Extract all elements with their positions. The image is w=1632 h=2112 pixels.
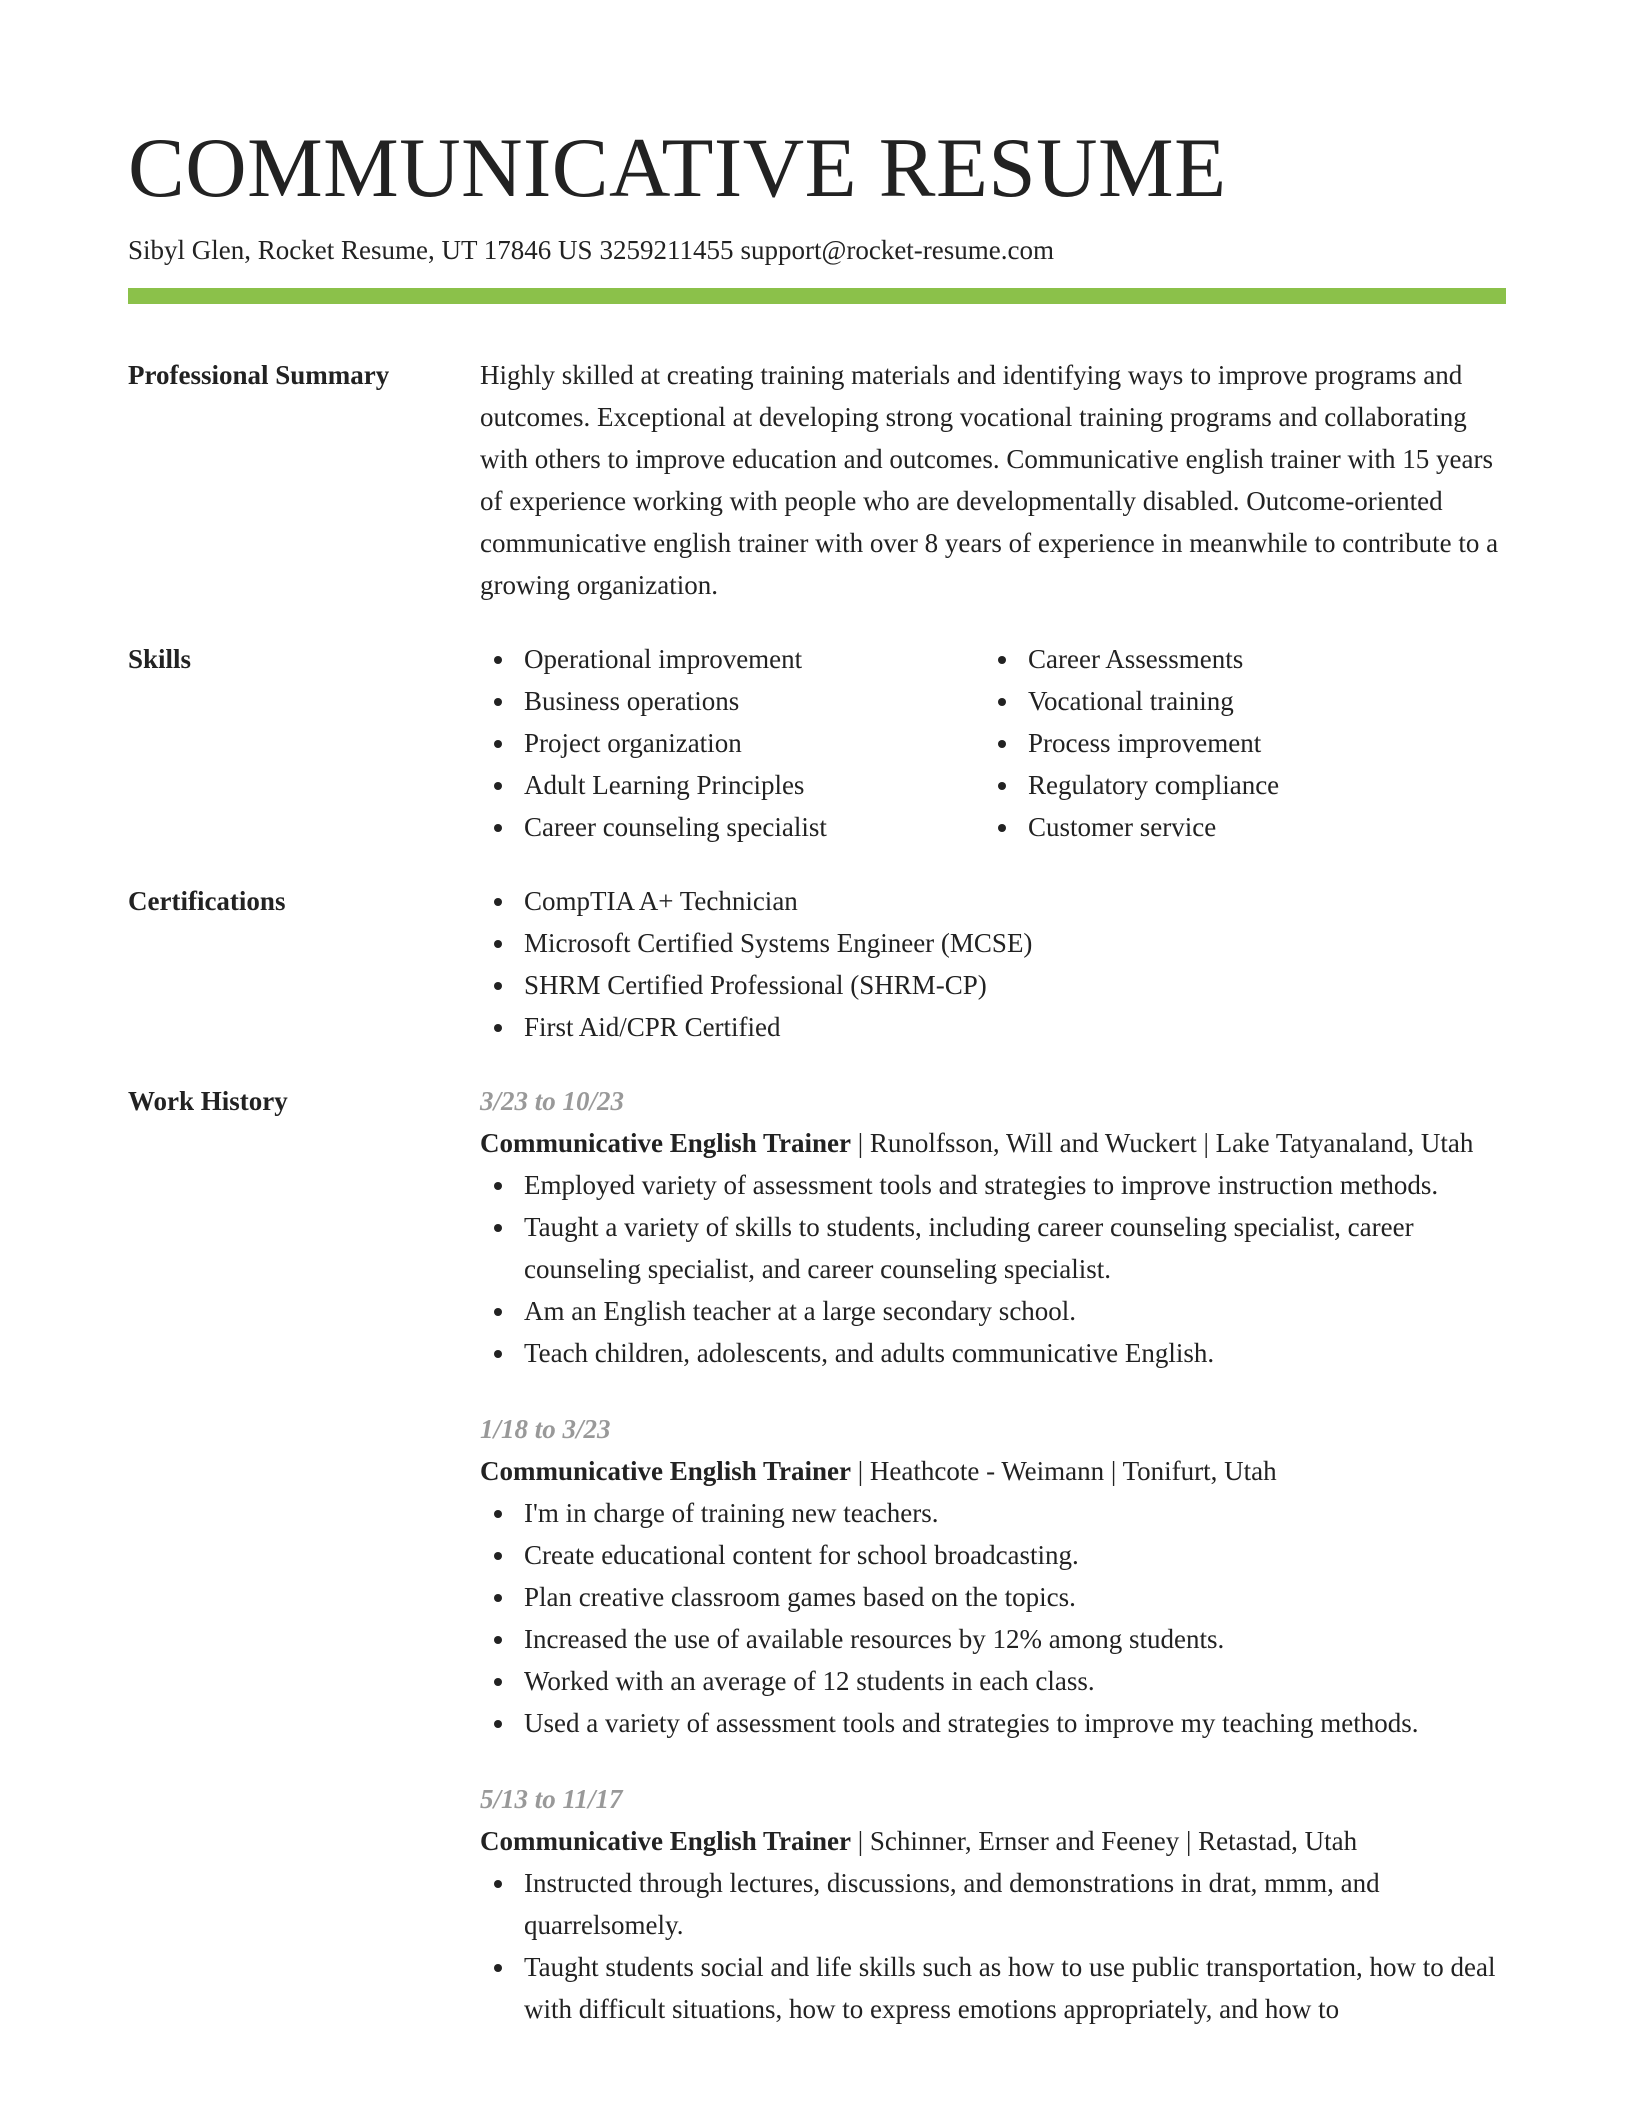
job-bullet: Instructed through lectures, discussions, and demonstrations in drat, mmm, and quarrelsomely.: [480, 1862, 1506, 1946]
job-header: [480, 1122, 1506, 1164]
accent-divider: [128, 288, 1506, 304]
skill-item: Vocational training: [984, 680, 1488, 722]
job-bullets: [480, 1862, 1506, 2030]
skill-item: Customer service: [984, 806, 1488, 848]
certification-item: First Aid/CPR Certified: [480, 1006, 1506, 1048]
job-bullet: Increased the use of available resources by 12% among students.: [480, 1618, 1506, 1660]
job-entry: [480, 1778, 1506, 2030]
certification-item: Microsoft Certified Systems Engineer (MCSE): [480, 922, 1506, 964]
job-bullet: Used a variety of assessment tools and strategies to improve my teaching methods.: [480, 1702, 1506, 1744]
skill-item: Adult Learning Principles: [480, 764, 984, 806]
certifications-heading: Certifications: [128, 886, 286, 916]
certification-item: CompTIA A+ Technician: [480, 880, 1506, 922]
job-bullet: I'm in charge of training new teachers.: [480, 1492, 1506, 1534]
job-details: | Heathcote - Weimann | Tonifurt, Utah: [851, 1456, 1277, 1486]
work-history-body: [480, 1080, 1506, 2064]
job-entry: [480, 1408, 1506, 1744]
skill-item: Operational improvement: [480, 638, 984, 680]
skills-heading: Skills: [128, 644, 192, 674]
skills-body: [480, 638, 1506, 848]
job-header: [480, 1450, 1506, 1492]
job-bullet: Taught students social and life skills such as how to use public transportation, how to deal with difficult situations, how to express emotions appropriately, and how to: [480, 1946, 1506, 2030]
work-history-section: [128, 1080, 1506, 2064]
job-title: Communicative English Trainer: [480, 1128, 852, 1158]
summary-text: Highly skilled at creating training materials and identifying ways to improve programs and outcomes. Exceptional at developing strong vocational training programs and collaborating with others to improve education and outcomes. Communicative english trainer with 15 years of experience working with people who are developmentally disabled. Outcome-oriented communicative english trainer with over 8 years of experience in meanwhile to contribute to a growing organization.: [480, 360, 1499, 600]
job-bullet: Am an English teacher at a large secondary school.: [480, 1290, 1506, 1332]
job-dates: 3/23 to 10/23: [480, 1086, 625, 1116]
certifications-list: [480, 880, 1506, 1048]
job-bullet: Teach children, adolescents, and adults communicative English.: [480, 1332, 1506, 1374]
skill-item: Project organization: [480, 722, 984, 764]
resume-title: COMMUNICATIVE RESUME: [128, 121, 1227, 215]
job-dates: 1/18 to 3/23: [480, 1414, 611, 1444]
contact-email: support@rocket-resume.com: [740, 235, 1055, 265]
contact-line: [128, 232, 1506, 268]
job-bullet: Employed variety of assessment tools and strategies to improve instruction methods.: [480, 1164, 1506, 1206]
skill-item: Career Assessments: [984, 638, 1488, 680]
skill-item: Process improvement: [984, 722, 1488, 764]
work-history-heading: Work History: [128, 1086, 288, 1116]
contact-phone: 3259211455: [599, 235, 734, 265]
contact-address: Sibyl Glen, Rocket Resume, UT 17846 US: [128, 235, 593, 265]
resume-page: [128, 0, 1506, 2064]
job-details: | Runolfsson, Will and Wuckert | Lake Tatyanaland, Utah: [851, 1128, 1474, 1158]
job-bullet: Create educational content for school broadcasting.: [480, 1534, 1506, 1576]
skills-list-right: [984, 638, 1488, 848]
job-dates: 5/13 to 11/17: [480, 1784, 623, 1814]
skill-item: Regulatory compliance: [984, 764, 1488, 806]
certifications-body: [480, 880, 1506, 1048]
job-title: Communicative English Trainer: [480, 1456, 852, 1486]
job-bullets: [480, 1164, 1506, 1374]
job-details: | Schinner, Ernser and Feeney | Retastad, Utah: [851, 1826, 1358, 1856]
skill-item: Career counseling specialist: [480, 806, 984, 848]
certification-item: SHRM Certified Professional (SHRM-CP): [480, 964, 1506, 1006]
job-bullets: [480, 1492, 1506, 1744]
summary-section: [128, 354, 1506, 606]
job-bullet: Plan creative classroom games based on the topics.: [480, 1576, 1506, 1618]
job-bullet: Taught a variety of skills to students, including career counseling specialist, career counseling specialist, and career counseling specialist.: [480, 1206, 1506, 1290]
job-header: [480, 1820, 1506, 1862]
certifications-section: [128, 880, 1506, 1048]
skills-section: [128, 638, 1506, 848]
job-bullet: Worked with an average of 12 students in each class.: [480, 1660, 1506, 1702]
skill-item: Business operations: [480, 680, 984, 722]
summary-heading: Professional Summary: [128, 360, 390, 390]
job-title: Communicative English Trainer: [480, 1826, 852, 1856]
skills-list-left: [480, 638, 984, 848]
job-entry: [480, 1080, 1506, 1374]
